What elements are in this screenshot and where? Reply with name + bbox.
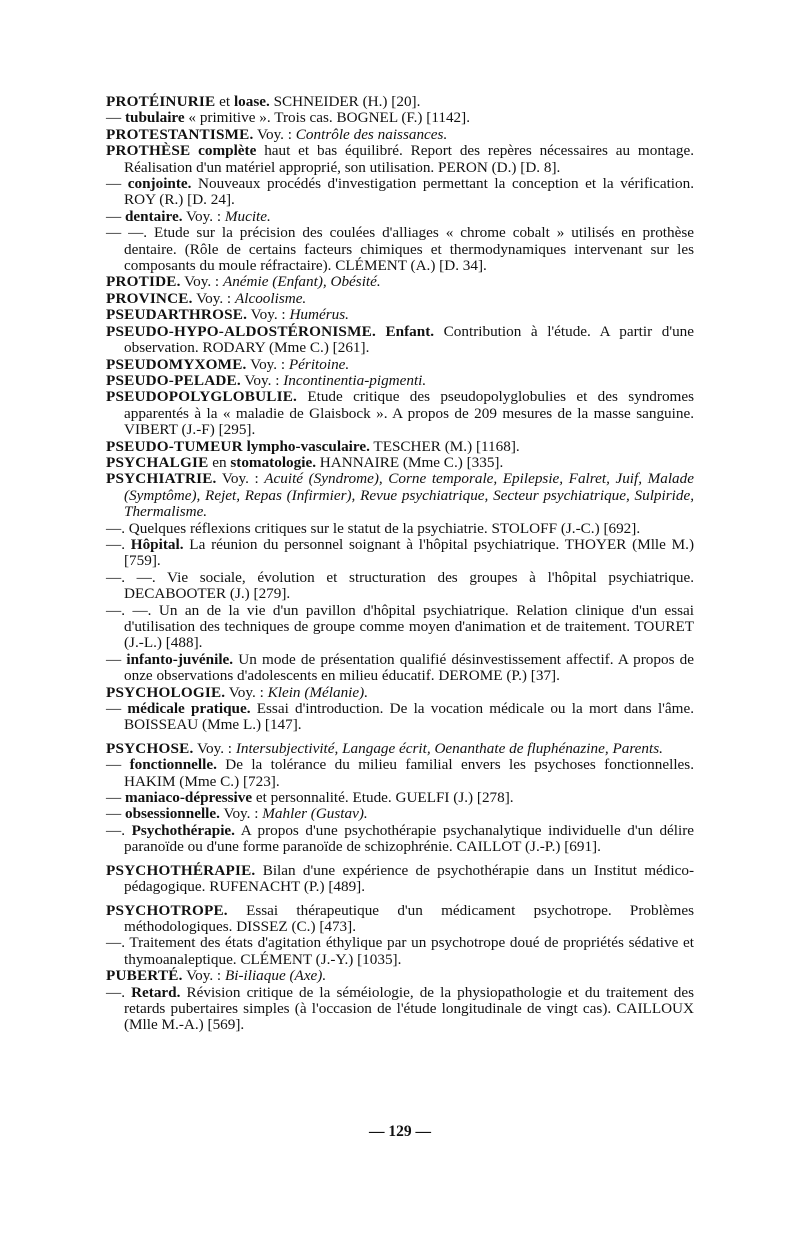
entry-heading: PSYCHALGIE (106, 453, 209, 471)
entry-text: Voy. : (240, 371, 284, 389)
index-entry (106, 935, 694, 968)
entry-subheading: conjointe. (127, 175, 192, 193)
entry-cross-reference: Péritoine. (288, 355, 350, 373)
index-entry (106, 570, 694, 603)
index-entry (106, 741, 694, 757)
index-entry (106, 176, 694, 209)
entry-text: « primitive ». Trois cas. BOGNEL (F.) [1142]. (184, 109, 470, 127)
entry-text: — (106, 175, 128, 193)
index-entry (106, 790, 694, 806)
index-entry (106, 324, 694, 357)
entry-heading: PUBERTÉ. (106, 967, 183, 985)
entry-text: Voy. : (216, 470, 265, 488)
entry-heading: PROTIDE. (106, 273, 181, 291)
entry-cross-reference: Mahler (Gustav). (262, 805, 368, 823)
index-entry (106, 307, 694, 323)
entry-heading: PROTESTANTISME. (106, 125, 254, 143)
entry-text: Essai thérapeutique d'un médicament psychotrope. Problèmes méthodologiques. DISSEZ (C.) [473]. (124, 901, 694, 935)
index-entry (106, 471, 694, 520)
entry-heading: PSEUDO-TUMEUR (106, 437, 243, 455)
entry-text: Contribution à l'étude. A partir d'une observation. RODARY (Mme C.) [261]. (124, 322, 695, 357)
index-column (106, 94, 694, 1034)
entry-heading: PSEUDO-HYPO-ALDOSTÉRONISME. (106, 322, 376, 340)
entry-subheading: complète (198, 142, 257, 160)
entry-heading: PSYCHOTROPE. (106, 901, 228, 919)
index-entry (106, 225, 694, 274)
entry-heading: PSEUDO-PELADE. (106, 371, 241, 389)
page-number: — 129 — (369, 1123, 431, 1140)
entry-subheading: infanto-juvénile. (126, 650, 234, 668)
entry-text: Voy. : (253, 125, 296, 143)
entry-cross-reference: Bi-iliaque (Axe). (224, 967, 327, 985)
index-entry (106, 806, 694, 822)
entry-text: et (215, 93, 234, 110)
entry-subheading: stomatologie. (230, 453, 316, 471)
index-entry (106, 389, 694, 438)
entry-text: Essai d'introduction. De la vocation médicale ou la mort dans l'âme. BOISSEAU (Mme L.) [147]. (124, 700, 694, 734)
index-entry (106, 455, 694, 471)
entry-heading: PSYCHIATRIE. (106, 470, 217, 488)
entry-heading: PROTÉINURIE (106, 93, 216, 110)
entry-text: — —. Etude sur la précision des coulées d'alliages « chrome cobalt » utilisés en prothèse dentaire. (Rôle de certains facteurs chimiques et thermodynamiques intervenant sur les composants du moule réfractaire). CLÉMENT (A.) [D. 34]. (106, 224, 694, 275)
index-entry (106, 110, 694, 126)
entry-text: Voy. : (219, 805, 263, 823)
entry-text: Un mode de présentation qualifié désinvestissement affectif. A propos de onze observations d'adolescents en milieu éducatif. DEROME (P.) [37]. (124, 650, 695, 685)
index-entry (106, 903, 694, 936)
entry-heading: PSEUDOMYXOME. (106, 355, 247, 373)
entry-text: Voy. : (182, 967, 225, 985)
entry-text: Voy. : (182, 207, 225, 225)
entry-text: —. (106, 535, 131, 553)
entry-text: Voy. : (193, 739, 236, 757)
entry-subheading: fonctionnelle. (129, 756, 217, 774)
entry-text: —. —. Un an de la vie d'un pavillon d'hôpital psychiatrique. Relation clinique d'un essai d'utilisation des techniques de groupe comme moyen d'animation et de traitement. TOURET (J.-L.) [488]. (106, 601, 694, 652)
entry-text: — (106, 700, 128, 718)
index-entry (106, 373, 694, 389)
entry-text: — (106, 109, 125, 127)
entry-text: La réunion du personnel soignant à l'hôpital psychiatrique. THOYER (Mlle M.) [759]. (124, 535, 695, 570)
entry-cross-reference: Acuité (Syndrome), Corne temporale, Epilepsie, Falret, Juif, Malade (Symptôme), Rejet, Repas (Infirmier), Revue psychiatrique, Secteur psychiatrique, Sulpiride, Thermalisme. (124, 470, 694, 521)
entry-cross-reference: Mucite. (224, 207, 271, 225)
entry-text: Voy. : (180, 273, 223, 291)
index-entry (106, 701, 694, 734)
entry-text: HANNAIRE (Mme C.) [335]. (316, 453, 504, 471)
entry-text: Bilan d'une expérience de psychothérapie dans un Institut médico-pédagogique. RUFENACHT (P.) [489]. (124, 861, 694, 896)
entry-text: —. (106, 821, 132, 839)
entry-text: — (106, 756, 130, 774)
entry-heading: PSYCHOTHÉRAPIE. (106, 861, 256, 879)
entry-cross-reference: Alcoolisme. (234, 289, 307, 307)
entry-text: et personnalité. Etude. GUELFI (J.) [278]. (252, 789, 514, 807)
entry-heading: PSYCHOSE. (106, 739, 194, 757)
index-entry (106, 863, 694, 896)
entry-subheading: Retard. (131, 983, 181, 1001)
entry-subheading: obsessionnelle. (124, 805, 220, 823)
entry-subheading: Psychothérapie. (131, 821, 235, 839)
index-entry (106, 652, 694, 685)
entry-cross-reference: Anémie (Enfant), Obésité. (222, 273, 381, 291)
index-entry (106, 603, 694, 652)
index-entry (106, 521, 694, 537)
entry-subheading: loase. (233, 93, 270, 110)
index-entry (106, 143, 694, 176)
index-entry (106, 823, 694, 856)
entry-subheading: maniaco-dépressive (124, 789, 253, 807)
entry-heading: PSEUDOPOLYGLOBULIE. (106, 388, 298, 406)
entry-text: haut et bas équilibré. Report des repères nécessaires au montage. Réalisation d'un matériel approprié, son utilisation. PERON (D.) [D. 8]. (124, 142, 694, 176)
entry-subheading: Hôpital. (130, 535, 184, 553)
entry-subheading: dentaire. (124, 207, 183, 225)
entry-heading: PROVINCE. (106, 289, 193, 307)
index-entry (106, 291, 694, 307)
entry-cross-reference: Humérus. (289, 306, 349, 324)
index-entry (106, 127, 694, 143)
entry-text: en (208, 453, 231, 471)
entry-heading: PROTHÈSE (106, 142, 191, 160)
entry-text: TESCHER (M.) [1168]. (369, 437, 520, 455)
entry-cross-reference: Intersubjectivité, Langage écrit, Oenanthate de fluphénazine, Parents. (235, 739, 663, 757)
entry-text: Voy. : (225, 683, 268, 701)
index-entry (106, 968, 694, 984)
entry-text: Voy. : (192, 289, 235, 307)
entry-cross-reference: Incontinentia-pigmenti. (283, 371, 427, 389)
entry-text: — (106, 805, 125, 823)
entry-text: Etude critique des pseudopolyglobulies et des syndromes apparentés à la « maladie de Glaisbock ». A propos de 209 mesures de la masse sanguine. VIBERT (J.-F) [295]. (124, 388, 694, 439)
entry-text: A propos d'une psychothérapie psychanalytique individuelle d'un délire paranoïde ou d'une forme paranoïde de schizophrénie. CAILLOT (J.-P.) [691]. (124, 821, 695, 856)
index-entry (106, 94, 694, 110)
index-entry (106, 757, 694, 790)
index-entry (106, 274, 694, 290)
entry-cross-reference: Contrôle des naissances. (295, 125, 448, 143)
entry-text: — (106, 207, 125, 225)
entry-cross-reference: Klein (Mélanie). (267, 683, 368, 701)
entry-subheading: tubulaire (124, 109, 185, 127)
entry-subheading: lympho-vasculaire. (246, 437, 370, 455)
entry-subheading: médicale pratique. (127, 700, 251, 718)
index-entry (106, 985, 694, 1034)
entry-text: — (106, 789, 125, 807)
entry-text (190, 142, 198, 159)
entry-heading: PSYCHOLOGIE. (106, 683, 226, 701)
index-entry (106, 685, 694, 701)
entry-text: —. (106, 983, 132, 1001)
entry-text: Nouveaux procédés d'investigation permettant la conception et la vérification. ROY (R.) [D. 24]. (124, 175, 694, 209)
entry-subheading: Enfant. (385, 322, 435, 340)
entry-text: Révision critique de la séméiologie, de la physiopathologie et du traitement des retards pubertaires simples (à l'occasion de l'étude longitudinale de vingt cas). CAILLOUX (Mlle M.-A.) [569]. (124, 983, 695, 1034)
entry-text: — (106, 650, 127, 668)
entry-text: SCHNEIDER (H.) [20]. (269, 93, 421, 110)
index-entry (106, 439, 694, 455)
entry-text: De la tolérance du milieu familial envers les psychoses fonctionnelles. HAKIM (Mme C.) [723]. (124, 756, 695, 790)
entry-text: —. Quelques réflexions critiques sur le statut de la psychiatrie. STOLOFF (J.-C.) [692]. (106, 519, 641, 537)
entry-text: Voy. : (247, 306, 290, 324)
index-entry (106, 357, 694, 373)
entry-text: —. Traitement des états d'agitation éthylique par un psychotrope doué de propriétés sédative et thymoanaleptique. CLÉMENT (J.-Y.) [1035]. (106, 934, 694, 968)
entry-text: —. —. Vie sociale, évolution et structuration des groupes à l'hôpital psychiatrique. DECABOOTER (J.) [279]. (106, 568, 694, 603)
index-entry (106, 209, 694, 225)
entry-text: Voy. : (246, 355, 289, 373)
entry-text (376, 323, 386, 340)
index-entry (106, 537, 694, 570)
entry-heading: PSEUDARTHROSE. (106, 306, 248, 324)
